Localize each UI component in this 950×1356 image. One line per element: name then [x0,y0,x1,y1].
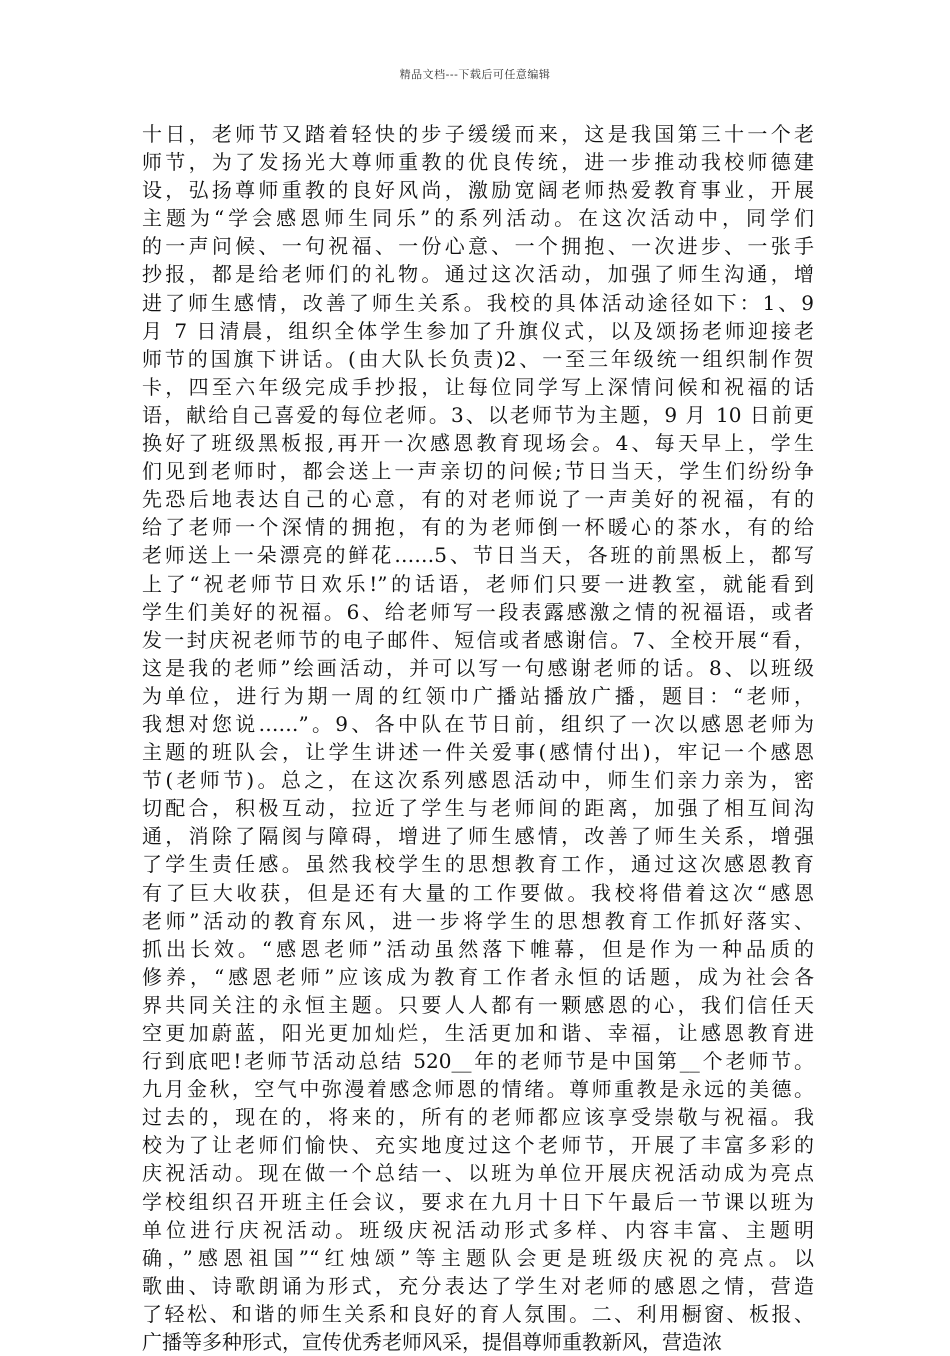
body-line: 换好了班级黑板报,再开一次感恩教育现场会。4、每天早上，学生 [142,431,814,456]
body-line: 上了“祝老师节日欢乐!”的话语，老师们只要一进教室，就能看到 [142,571,814,596]
body-line: 们见到老师时，都会送上一声亲切的问候;节日当天，学生们纷纷争 [142,459,814,484]
body-line: 师节的国旗下讲话。(由大队长负责)2、一至三年级统一组织制作贺 [142,346,814,371]
body-line: 语，献给自己喜爱的每位老师。3、以老师节为主题，9 月 10 日前更 [142,402,814,427]
body-line: 九月金秋，空气中弥漫着感念师恩的情绪。尊师重教是永远的美德。 [142,1077,814,1102]
body-line: 月 7 日清晨，组织全体学生参加了升旗仪式，以及颂扬老师迎接老 [142,318,814,343]
body-line: 发一封庆祝老师节的电子邮件、短信或者感谢信。7、全校开展“看， [142,627,814,652]
body-line: 切配合，积极互动，拉近了学生与老师间的距离，加强了相互间沟 [142,796,814,821]
body-line: 老师送上一朵漂亮的鲜花……5、节日当天，各班的前黑板上，都写 [142,543,814,568]
body-line: 学生们美好的祝福。6、给老师写一段表露感激之情的祝福语，或者 [142,599,814,624]
body-line: 先恐后地表达自己的心意，有的对老师说了一声美好的祝福，有的 [142,487,814,512]
body-line: 修养，“感恩老师”应该成为教育工作者永恒的话题，成为社会各 [142,964,814,989]
body-line: 为单位，进行为期一周的红领巾广播站播放广播，题目：“老师， [142,683,814,708]
body-line: 通，消除了隔阂与障碍，增进了师生感情，改善了师生关系，增强 [142,824,814,849]
body-line: 这是我的老师”绘画活动，并可以写一句感谢老师的话。8、以班级 [142,655,814,680]
body-line: 广播等多种形式，宣传优秀老师风采，提倡尊师重教新风，营造浓 [142,1330,722,1355]
body-line: 了学生责任感。虽然我校学生的思想教育工作，通过这次感恩教育 [142,852,814,877]
body-line: 的一声问候、一句祝福、一份心意、一个拥抱、一次进步、一张手 [142,234,814,259]
body-line: 卡，四至六年级完成手抄报，让每位同学写上深情问候和祝福的话 [142,374,814,399]
body-line: 设，弘扬尊师重教的良好风尚，激励宽阔老师热爱教育事业，开展 [142,178,814,203]
body-line: 校为了让老师们愉快、充实地度过这个老师节，开展了丰富多彩的 [142,1133,814,1158]
body-line: 歌曲、诗歌朗诵为形式，充分表达了学生对老师的感恩之情，营造 [142,1273,814,1298]
body-line: 十日，老师节又踏着轻快的步子缓缓而来，这是我国第三十一个老 [142,122,814,146]
body-line: 给了老师一个深情的拥抱，有的为老师倒一杯暖心的茶水，有的给 [142,515,814,540]
body-line: 了轻松、和谐的师生关系和良好的育人氛围。二、利用橱窗、板报、 [142,1301,814,1326]
body-line: 单位进行庆祝活动。班级庆祝活动形式多样、内容丰富、主题明 [142,1217,814,1242]
page-header: 精品文档---下载后可任意编辑 [399,68,551,81]
body-line: 主题的班队会，让学生讲述一件关爱事(感情付出)，牢记一个感恩 [142,740,814,765]
body-line: 确，”感恩祖国”“红烛颂”等主题队会更是班级庆祝的亮点。以 [142,1245,814,1270]
body-line: 主题为“学会感恩师生同乐”的系列活动。在这次活动中，同学们 [142,206,814,231]
body-line: 空更加蔚蓝，阳光更加灿烂，生活更加和谐、幸福，让感恩教育进 [142,1021,814,1045]
body-line: 界共同关注的永恒主题。只要人人都有一颗感恩的心，我们信任天 [142,992,814,1017]
body-text [142,120,814,1356]
body-line: 庆祝活动。现在做一个总结一、以班为单位开展庆祝活动成为亮点 [142,1161,814,1186]
body-line: 进了师生感情，改善了师生关系。我校的具体活动途径如下：1、9 [142,290,814,315]
body-line: 行到底吧!老师节活动总结 520__年的老师节是中国第__个老师节。 [142,1049,814,1074]
body-line: 我想对您说……”。9、各中队在节日前，组织了一次以感恩老师为 [142,711,814,736]
body-line: 有了巨大收获，但是还有大量的工作要做。我校将借着这次“感恩 [142,880,814,905]
body-line: 师节，为了发扬光大尊师重教的优良传统，进一步推动我校师德建 [142,150,814,175]
body-line: 抄报，都是给老师们的礼物。通过这次活动，加强了师生沟通，增 [142,262,814,287]
body-line: 过去的，现在的，将来的，所有的老师都应该享受崇敬与祝福。我 [142,1105,814,1130]
body-line: 节(老师节)。总之，在这次系列感恩活动中，师生们亲力亲为，密 [142,768,814,793]
body-line: 老师”活动的教育东风，进一步将学生的思想教育工作抓好落实、 [142,908,814,933]
body-line: 抓出长效。“感恩老师”活动虽然落下帷幕，但是作为一种品质的 [142,936,814,961]
body-line: 学校组织召开班主任会议，要求在九月十日下午最后一节课以班为 [142,1189,814,1214]
